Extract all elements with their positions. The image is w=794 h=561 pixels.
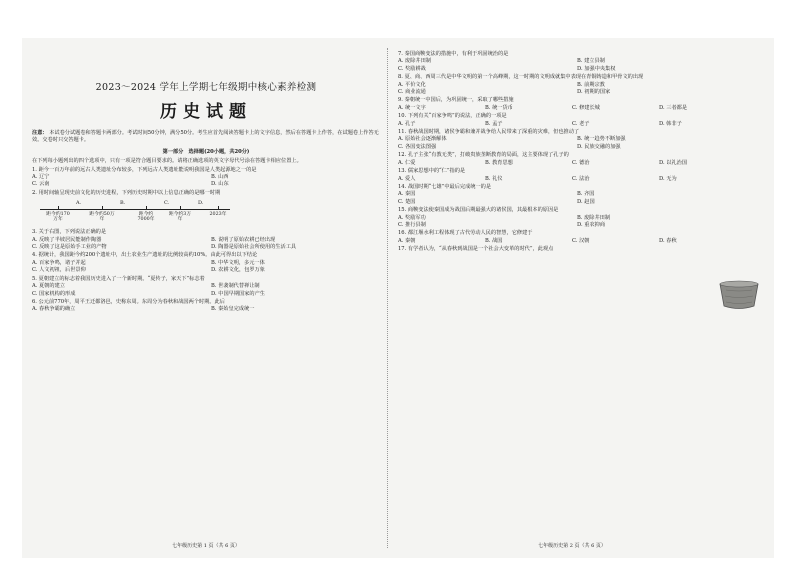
option-list (398, 82, 746, 97)
pottery-vessel-image (716, 278, 762, 312)
question (32, 299, 380, 314)
option: C. 老子 (572, 120, 590, 127)
option: D. 春秋 (659, 237, 677, 244)
option: A. 奖励军功 (398, 214, 426, 221)
question (398, 74, 746, 96)
option: A. 夏朝的建立 (32, 283, 65, 290)
left-page (32, 50, 380, 550)
timeline-label: A. (76, 200, 82, 207)
page-footer-left: 七年级历史第 1 页（共 6 页） (172, 542, 240, 549)
question-text: 3. 关于右图，下列说法正确的是 (32, 229, 107, 236)
option: C. 人文初祖，后世景仰 (32, 267, 86, 274)
exam-title: 2023～2024 学年上学期七年级期中核心素养检测 (95, 82, 317, 93)
timeline-date: 距今约170万年 (46, 212, 70, 223)
option: C. 修建长城 (572, 104, 600, 111)
option: C. 汉朝 (572, 237, 590, 244)
question (398, 97, 746, 112)
option-list (398, 121, 746, 128)
question-text: 16. 都江堰水利工程体现了古代劳动人民的智慧，它修建于 (398, 230, 533, 237)
exam-sheet (22, 38, 774, 558)
question-text: 11. 春秋战国时期，诸侯争霸和兼并战争给人民带来了深重的灾难，但也推动了 (398, 129, 580, 136)
right-question-list (398, 51, 746, 254)
option-list (398, 238, 746, 245)
question-text: 8. 夏、商、西周三代是中华文明的第一个高峰期，这一时期的文明成就集中表现在青铜铸造和甲骨文的出现 (398, 74, 644, 81)
question-text: 17. 有学者认为，“从春秋到战国是一个社会大变革的时代”，此观点 (398, 246, 554, 253)
option: D. 陶器是原始社会所使用的生活工具 (211, 244, 297, 251)
option: B. 山西 (211, 174, 229, 181)
option: B. 说明了原始农耕已经出现 (211, 236, 276, 243)
notice-text: 本试卷分试题卷和答题卡两部分。考试时间50分钟，满分50分。考生应首先阅读答题卡上的文字信息，然后在答题卡上作答，在试题卷上作答无效。交卷时只交答题卡。 (32, 130, 379, 144)
timeline-tick (218, 206, 219, 210)
question-text: 13. 儒家思想中的“仁”指的是 (398, 168, 466, 175)
question-text: 1. 距今一百万年前的远古人类遗址分布较多，下列远古人类遗址能说明我国是人类起源地之一的是 (32, 166, 257, 173)
timeline-date: 距今约50万年 (89, 212, 115, 223)
option: A. 爱人 (398, 175, 416, 182)
subject-title: 历史试题 (160, 102, 252, 122)
option: C. 奖励耕战 (398, 65, 426, 72)
option: B. 礼仪 (485, 175, 503, 182)
question (398, 230, 746, 245)
option: B. 前期宗教 (577, 81, 605, 88)
question-text: 10. 下列有关“百家争鸣”的说法，正确的一项是 (398, 113, 507, 120)
option-list (398, 136, 746, 151)
option-list (398, 105, 746, 112)
option: B. 孟子 (485, 120, 503, 127)
part1-instructions: 在下列每小题列出的四个选项中，只有一项是符合题目要求的。请将正确选项的英文字母代号涂在答题卡相应位置上。 (32, 158, 302, 165)
option: D. 以礼治国 (659, 159, 688, 166)
question-text: 2. 用时间轴呈现史前文化的历史进程，下列历史时期中以上信息正确的是哪一时期 (32, 189, 221, 196)
option: C. 法治 (572, 175, 590, 182)
option: C. 国家机构的形成 (32, 290, 76, 297)
question (32, 229, 380, 251)
option: A. 统一文字 (398, 104, 426, 111)
option: A. 平价文化 (398, 81, 426, 88)
timeline (40, 199, 240, 227)
option-list (32, 237, 380, 252)
option: A. 原始社会逐渐解体 (398, 136, 447, 143)
option: D. 赵国 (577, 198, 595, 205)
question (398, 168, 746, 183)
question-text: 15. 商鞅变法使秦国成为战国后期最强大的诸侯国，其最根本的原因是 (398, 207, 559, 214)
option: B. 战国 (485, 237, 503, 244)
option-list (32, 283, 380, 298)
option-list (398, 160, 746, 167)
option: D. 民族交融的加强 (577, 143, 621, 150)
option: B. 统一趋势不断加强 (577, 136, 626, 143)
question (398, 246, 746, 253)
option: D. 初期的国家 (577, 89, 611, 96)
option-list (398, 58, 746, 73)
timeline-date: 2023年 (209, 212, 227, 218)
question-text: 6. 公元前770年，周平王迁都洛邑，史称东周。东周分为春秋和战国两个时期。此后 (32, 298, 225, 305)
option: A. 秦国 (398, 191, 416, 198)
question (398, 51, 746, 73)
question (32, 276, 380, 298)
option: C. 楚国 (398, 198, 416, 205)
option-list (398, 191, 746, 206)
option: D. 无为 (659, 175, 677, 182)
option: B. 教育思想 (485, 159, 513, 166)
question (398, 152, 746, 167)
option: A. 废除井田制 (398, 58, 431, 65)
timeline-label: D. (198, 200, 204, 207)
option-list (32, 306, 380, 313)
option-list (32, 260, 380, 275)
question (398, 129, 746, 151)
option: C. 德治 (572, 159, 590, 166)
part1-heading: 第一部分 选择题(20小题，共20分) (162, 148, 250, 155)
option: A. 春秋争霸的确立 (32, 306, 76, 313)
question-text: 9. 秦朝统一中国后，为巩固统一，采取了哪些措施 (398, 97, 514, 104)
option: D. 中国早期国家的产生 (211, 290, 265, 297)
notice (32, 130, 380, 145)
option: C. 推行县制 (398, 221, 426, 228)
option: C. 反映了这是原始手工业的产物 (32, 244, 107, 251)
option-list (32, 174, 380, 189)
timeline-tick (102, 206, 103, 210)
option: A. 秦朝 (398, 237, 416, 244)
question (32, 167, 380, 189)
question-text: 7. 秦国商鞅变法的措施中，有利于巩固统治的是 (398, 51, 509, 57)
timeline-date: 距今约7000年 (137, 212, 155, 223)
timeline-label: C. (164, 200, 170, 207)
option: D. 农耕文化，包罗万象 (211, 267, 265, 274)
question-text: 4. 据统计，我国距今约200个遗址中，出土农业生产遗址的比例较高约10%。由此可得出以下结论 (32, 252, 258, 259)
timeline-axis (40, 209, 230, 210)
question (398, 113, 746, 128)
timeline-label: B. (120, 200, 126, 207)
timeline-tick (146, 206, 147, 210)
question (398, 207, 746, 229)
option: D. 重农抑商 (577, 221, 606, 228)
option: A. 仁爱 (398, 159, 416, 166)
timeline-tick (58, 206, 59, 210)
option: D. 韩非子 (659, 120, 682, 127)
option: D. 山东 (211, 181, 229, 188)
option: C. 各国变法图强 (398, 143, 437, 150)
option: B. 中华文明，多元一体 (211, 259, 265, 266)
timeline-tick (180, 206, 181, 210)
option: D. 加强中央集权 (577, 65, 616, 72)
question-text: 12. 孔子主张“有教无类”，打破贵族垄断教育的局面，这主要体现了孔子的 (398, 152, 569, 159)
page-divider (387, 48, 388, 548)
option: D. 三者都是 (659, 104, 688, 111)
option: A. 辽宁 (32, 174, 50, 181)
option: A. 反映了半坡居民能制作陶器 (32, 236, 102, 243)
option: C. 云南 (32, 181, 50, 188)
option: B. 建立县制 (577, 58, 605, 65)
question (32, 252, 380, 274)
question-text: 14. 战国时期“七雄”中最后完成统一的是 (398, 183, 492, 190)
option: B. 秦始皇完成统一 (211, 306, 255, 313)
option-list (398, 215, 746, 230)
option: B. 废除井田制 (577, 214, 611, 221)
option: A. 百家争鸣，诸子并起 (32, 259, 86, 266)
option: B. 统一货币 (485, 104, 513, 111)
option: B. 齐国 (577, 191, 595, 198)
notice-label: 注意： (32, 130, 48, 136)
option: B. 世袭制代替禅让制 (211, 283, 260, 290)
option: A. 孔子 (398, 120, 416, 127)
timeline-date: 距今约3万年 (168, 212, 192, 223)
option: C. 商业流通 (398, 89, 426, 96)
question (398, 184, 746, 206)
left-question-list (32, 167, 380, 314)
question-text: 5. 夏朝建立的标志着我国历史进入了一个新时期。“夏传子，家天下”标志着 (32, 275, 205, 282)
page-footer-right: 七年级历史第 2 页（共 6 页） (538, 542, 606, 549)
right-page (398, 50, 746, 550)
option-list (398, 176, 746, 183)
question (32, 190, 380, 227)
